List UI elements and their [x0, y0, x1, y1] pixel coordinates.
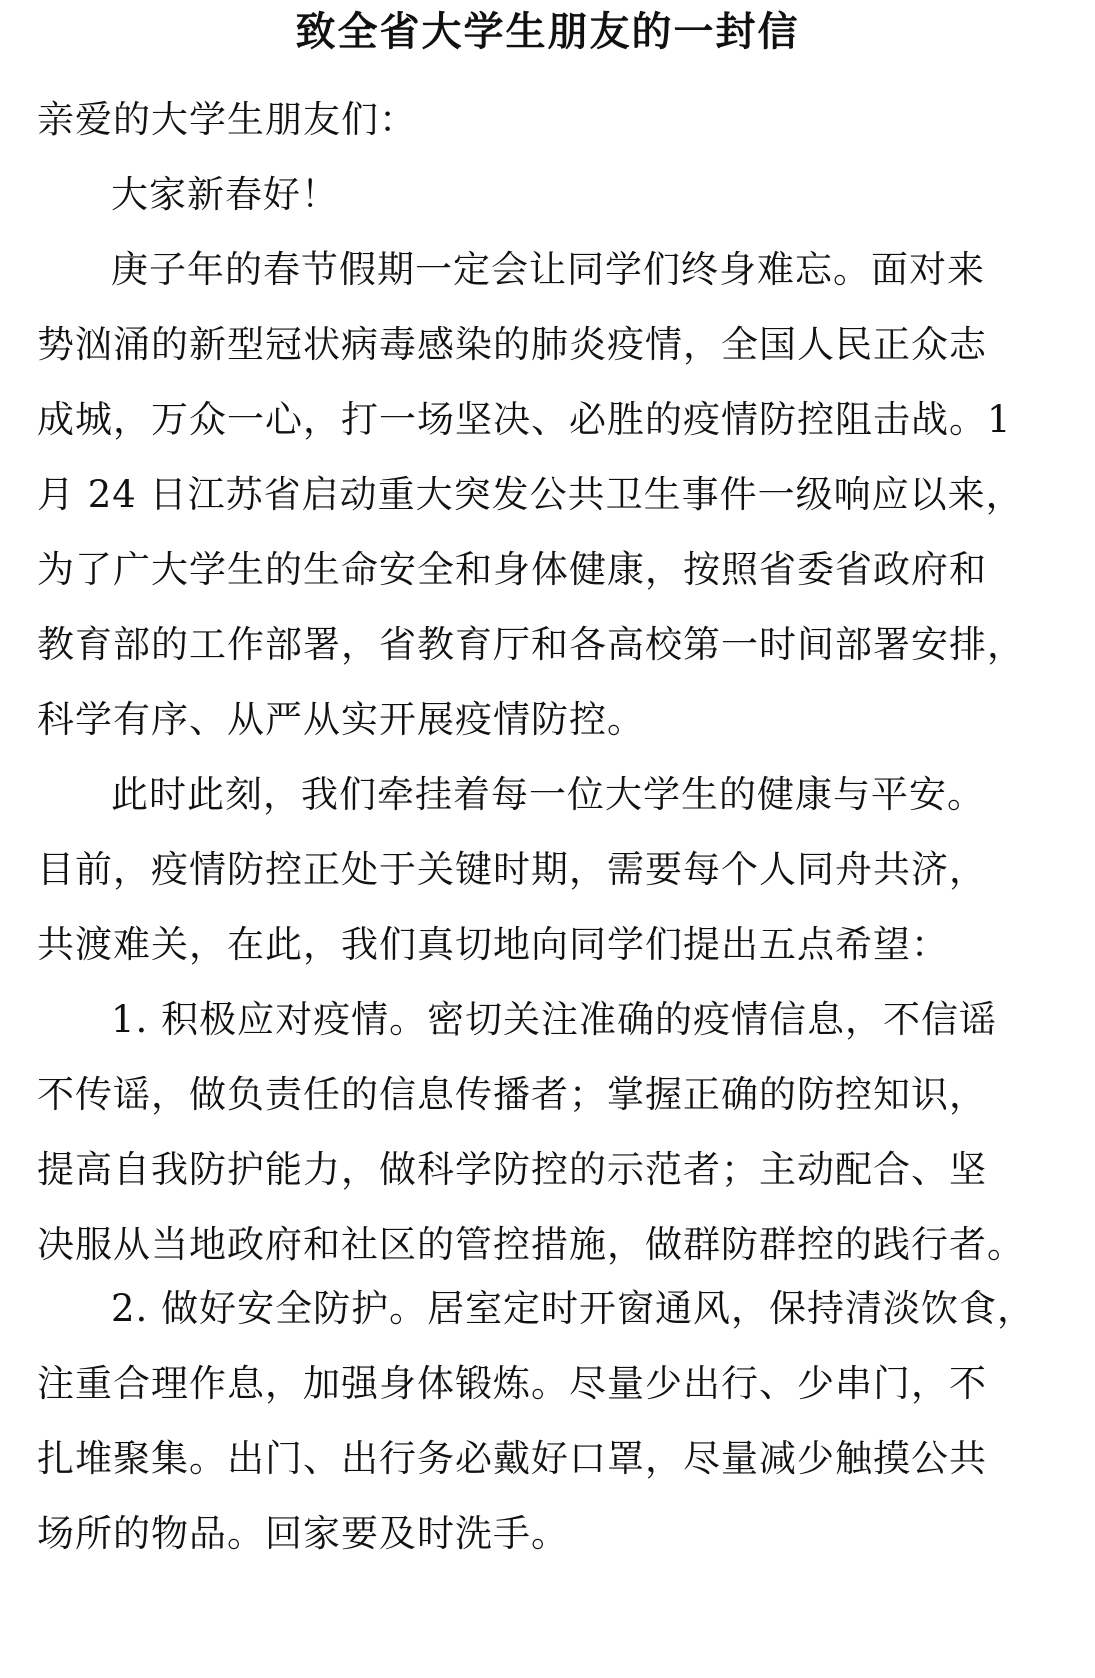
list-item-line: 场所的物品。回家要及时洗手。 — [37, 1512, 569, 1555]
list-item-line: 提高自我防护能力，做科学防控的示范者；主动配合、坚 — [37, 1148, 987, 1191]
list-item-line: 注重合理作息，加强身体锻炼。尽量少出行、少串门，不 — [37, 1362, 987, 1405]
list-item-line: 不传谣，做负责任的信息传播者；掌握正确的防控知识， — [37, 1073, 987, 1116]
paragraph-line: 此时此刻，我们牵挂着每一位大学生的健康与平安。 — [111, 773, 985, 816]
paragraph-line: 目前，疫情防控正处于关键时期，需要每个人同舟共济， — [37, 848, 987, 891]
greeting-line: 大家新春好！ — [111, 173, 339, 216]
paragraph-line: 共渡难关，在此，我们真切地向同学们提出五点希望： — [37, 923, 949, 966]
paragraph-line: 月 24 日江苏省启动重大突发公共卫生事件一级响应以来， — [37, 473, 1024, 516]
letter-title: 致全省大学生朋友的一封信 — [295, 9, 800, 55]
list-item-line: 决服从当地政府和社区的管控措施，做群防群控的践行者。 — [37, 1223, 1025, 1266]
list-item-line: 1. 积极应对疫情。密切关注准确的疫情信息，不信谣 — [111, 998, 998, 1041]
list-item-line: 2. 做好安全防护。居室定时开窗通风，保持清淡饮食， — [111, 1287, 1036, 1330]
letter-body — [37, 82, 1025, 1282]
paragraph-line: 科学有序、从严从实开展疫情防控。 — [37, 698, 645, 741]
paragraph-line: 为了广大学生的生命安全和身体健康，按照省委省政府和 — [37, 548, 987, 591]
paragraph-line: 成城，万众一心，打一场坚决、必胜的疫情防控阻击战。1 — [37, 398, 1012, 441]
paragraph-line: 势汹涌的新型冠状病毒感染的肺炎疫情，全国人民正众志 — [37, 323, 987, 366]
paragraph-line: 教育部的工作部署，省教育厅和各高校第一时间部署安排， — [37, 623, 1025, 666]
letter-body-continued — [37, 1271, 1036, 1571]
paragraph-line: 庚子年的春节假期一定会让同学们终身难忘。面对来 — [111, 248, 985, 291]
list-item-line: 扎堆聚集。出门、出行务必戴好口罩，尽量减少触摸公共 — [37, 1437, 987, 1480]
salutation-line: 亲爱的大学生朋友们： — [37, 98, 417, 141]
